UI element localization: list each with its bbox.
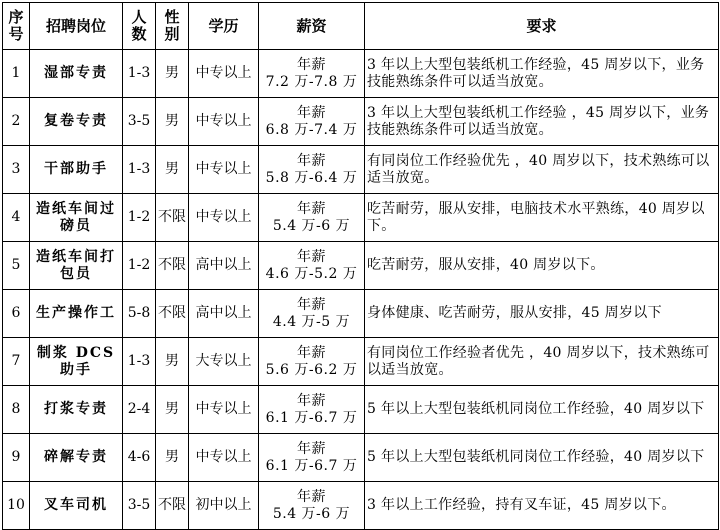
row-salary (259, 386, 365, 434)
row-gender: 不限 (156, 290, 189, 338)
table-row (3, 338, 719, 386)
row-education: 中专以上 (189, 194, 259, 242)
row-count: 3-5 (123, 482, 156, 530)
row-education: 高中以上 (189, 290, 259, 338)
salary-label: 年薪 (297, 488, 326, 505)
table-row (3, 98, 719, 146)
row-requirement: 3 年以上工作经验，持有叉车证，45 周岁以下。 (365, 482, 719, 530)
salary-label: 年薪 (297, 152, 326, 169)
row-number: 8 (3, 386, 30, 434)
salary-range: 7.2 万-7.8 万 (265, 73, 358, 90)
row-number: 3 (3, 146, 30, 194)
salary-range: 5.6 万-6.2 万 (265, 361, 358, 378)
table-row (3, 386, 719, 434)
row-requirement: 吃苦耐劳，服从安排，电脑技术水平熟练，40 周岁以下。 (365, 194, 719, 242)
row-number: 9 (3, 434, 30, 482)
salary-label: 年薪 (297, 56, 326, 73)
row-number: 4 (3, 194, 30, 242)
header-row (3, 3, 719, 50)
salary-label: 年薪 (297, 392, 326, 409)
row-education: 高中以上 (189, 242, 259, 290)
table-row (3, 50, 719, 98)
row-position: 打浆专责 (30, 386, 123, 434)
row-position: 干部助手 (30, 146, 123, 194)
salary-label: 年薪 (297, 440, 326, 457)
recruitment-table (2, 2, 719, 530)
row-education: 大专以上 (189, 338, 259, 386)
salary-range: 5.4 万-6 万 (272, 505, 351, 522)
row-salary (259, 146, 365, 194)
row-salary (259, 482, 365, 530)
row-gender: 不限 (156, 242, 189, 290)
row-position: 造纸车间过磅员 (30, 194, 123, 242)
header-requirement: 要求 (365, 3, 719, 50)
row-requirement: 3 年以上大型包装纸机工作经验，45 周岁以下，业务技能熟练条件可以适当放宽。 (365, 50, 719, 98)
table-row (3, 242, 719, 290)
row-salary (259, 338, 365, 386)
row-gender: 男 (156, 338, 189, 386)
row-salary (259, 242, 365, 290)
row-position: 造纸车间打包员 (30, 242, 123, 290)
row-requirement: 5 年以上大型包装纸机同岗位工作经验，40 周岁以下 (365, 434, 719, 482)
salary-range: 6.1 万-6.7 万 (265, 457, 358, 474)
row-count: 3-5 (123, 98, 156, 146)
header-position: 招聘岗位 (30, 3, 123, 50)
row-count: 2-4 (123, 386, 156, 434)
row-position: 湿部专责 (30, 50, 123, 98)
row-gender: 男 (156, 98, 189, 146)
salary-range: 4.6 万-5.2 万 (265, 265, 358, 282)
salary-label: 年薪 (297, 248, 326, 265)
row-gender: 男 (156, 386, 189, 434)
row-position: 叉车司机 (30, 482, 123, 530)
salary-label: 年薪 (297, 344, 326, 361)
salary-range: 5.8 万-6.4 万 (265, 169, 358, 186)
salary-range: 6.1 万-6.7 万 (265, 409, 358, 426)
row-number: 1 (3, 50, 30, 98)
row-education: 中专以上 (189, 98, 259, 146)
salary-range: 4.4 万-5 万 (272, 313, 351, 330)
row-gender: 不限 (156, 194, 189, 242)
salary-range: 5.4 万-6 万 (272, 217, 351, 234)
table-row (3, 146, 719, 194)
salary-label: 年薪 (297, 296, 326, 313)
salary-label: 年薪 (297, 200, 326, 217)
row-count: 1-3 (123, 50, 156, 98)
row-count: 4-6 (123, 434, 156, 482)
table-row (3, 434, 719, 482)
row-number: 10 (3, 482, 30, 530)
row-position: 复卷专责 (30, 98, 123, 146)
row-requirement: 3 年以上大型包装纸机工作经验 ，45 周岁以下，业务技能熟练条件可以适当放宽。 (365, 98, 719, 146)
row-education: 中专以上 (189, 146, 259, 194)
table-row (3, 290, 719, 338)
table-row (3, 482, 719, 530)
row-gender: 男 (156, 146, 189, 194)
row-position: 碎解专责 (30, 434, 123, 482)
row-gender: 不限 (156, 482, 189, 530)
header-no: 序号 (3, 3, 30, 50)
row-salary (259, 290, 365, 338)
header-education: 学历 (189, 3, 259, 50)
row-count: 1-2 (123, 194, 156, 242)
salary-range: 6.8 万-7.4 万 (265, 121, 358, 138)
header-gender: 性别 (156, 3, 189, 50)
row-education: 中专以上 (189, 434, 259, 482)
row-education: 中专以上 (189, 50, 259, 98)
row-salary (259, 50, 365, 98)
row-count: 1-2 (123, 242, 156, 290)
row-number: 6 (3, 290, 30, 338)
row-education: 初中以上 (189, 482, 259, 530)
row-salary (259, 194, 365, 242)
table-body (3, 50, 719, 530)
header-count: 人数 (123, 3, 156, 50)
row-requirement: 身体健康、吃苦耐劳，服从安排，45 周岁以下 (365, 290, 719, 338)
row-gender: 男 (156, 50, 189, 98)
row-number: 5 (3, 242, 30, 290)
row-position: 制浆 DCS 助手 (30, 338, 123, 386)
row-number: 7 (3, 338, 30, 386)
table-row (3, 194, 719, 242)
row-gender: 男 (156, 434, 189, 482)
row-count: 5-8 (123, 290, 156, 338)
header-salary: 薪资 (259, 3, 365, 50)
row-requirement: 吃苦耐劳，服从安排，40 周岁以下。 (365, 242, 719, 290)
row-position: 生产操作工 (30, 290, 123, 338)
row-requirement: 有同岗位工作经验者优先 ，40 周岁以下，技术熟练可以适当放宽。 (365, 338, 719, 386)
row-requirement: 有同岗位工作经验优先 ，40 周岁以下，技术熟练可以适当放宽。 (365, 146, 719, 194)
row-salary (259, 434, 365, 482)
row-salary (259, 98, 365, 146)
row-education: 中专以上 (189, 386, 259, 434)
row-number: 2 (3, 98, 30, 146)
row-count: 1-3 (123, 146, 156, 194)
salary-label: 年薪 (297, 104, 326, 121)
row-count: 1-3 (123, 338, 156, 386)
row-requirement: 5 年以上大型包装纸机同岗位工作经验，40 周岁以下 (365, 386, 719, 434)
